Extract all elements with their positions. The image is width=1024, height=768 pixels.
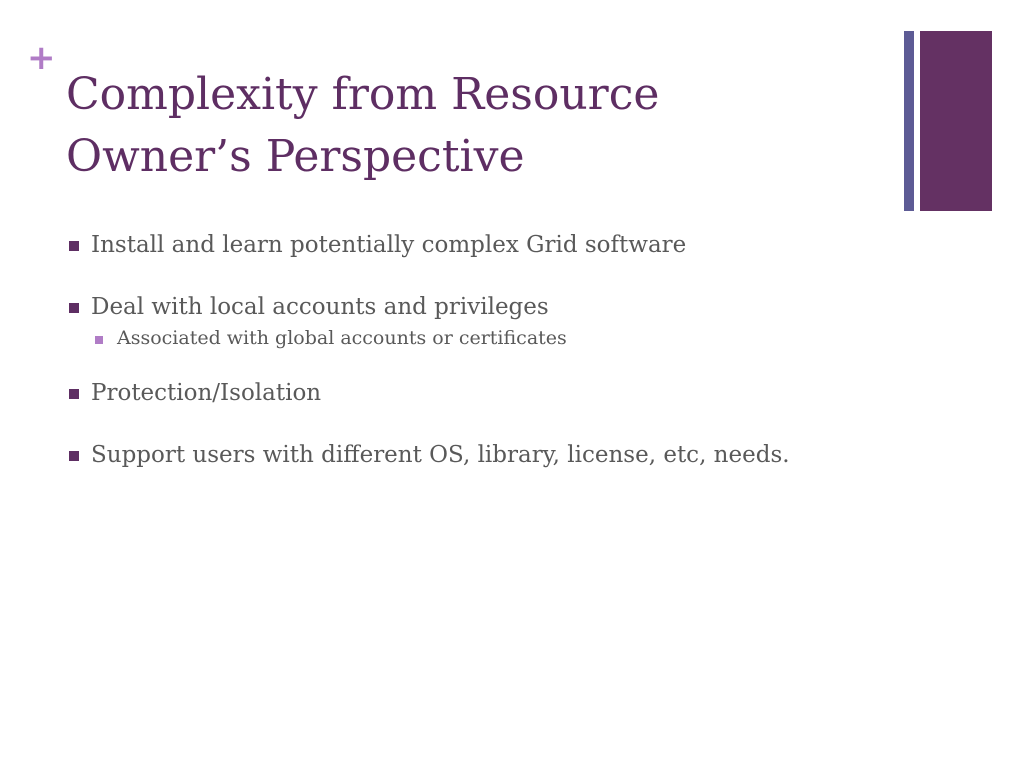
- slide-title-line: Owner’s Perspective: [66, 131, 525, 182]
- bullet-text: Protection/Isolation: [91, 380, 322, 406]
- bullet-text: Install and learn potentially complex Grid software: [91, 232, 687, 258]
- accent-bar-thin: [904, 31, 914, 211]
- sub-bullet-list: [91, 324, 966, 352]
- slide-title-line: Complexity from Resource: [66, 69, 660, 120]
- sub-bullet-text: Associated with global accounts or certificates: [117, 327, 567, 349]
- bullet-item: [66, 290, 966, 352]
- sub-bullet-item: [91, 324, 966, 352]
- sub-bullet-square-icon: [95, 336, 103, 344]
- bullet-item: [66, 228, 966, 262]
- bullet-square-icon: [69, 389, 79, 399]
- slide-title: [66, 64, 866, 188]
- bullet-item: [66, 376, 966, 410]
- bullet-text: Deal with local accounts and privileges: [91, 294, 549, 320]
- bullet-list: [66, 228, 966, 500]
- plus-icon: +: [27, 38, 56, 78]
- accent-bar-thick: [920, 31, 992, 211]
- bullet-item: [66, 438, 966, 472]
- bullet-square-icon: [69, 303, 79, 313]
- bullet-square-icon: [69, 241, 79, 251]
- bullet-text: Support users with different OS, library, license, etc, needs.: [91, 442, 790, 468]
- bullet-square-icon: [69, 451, 79, 461]
